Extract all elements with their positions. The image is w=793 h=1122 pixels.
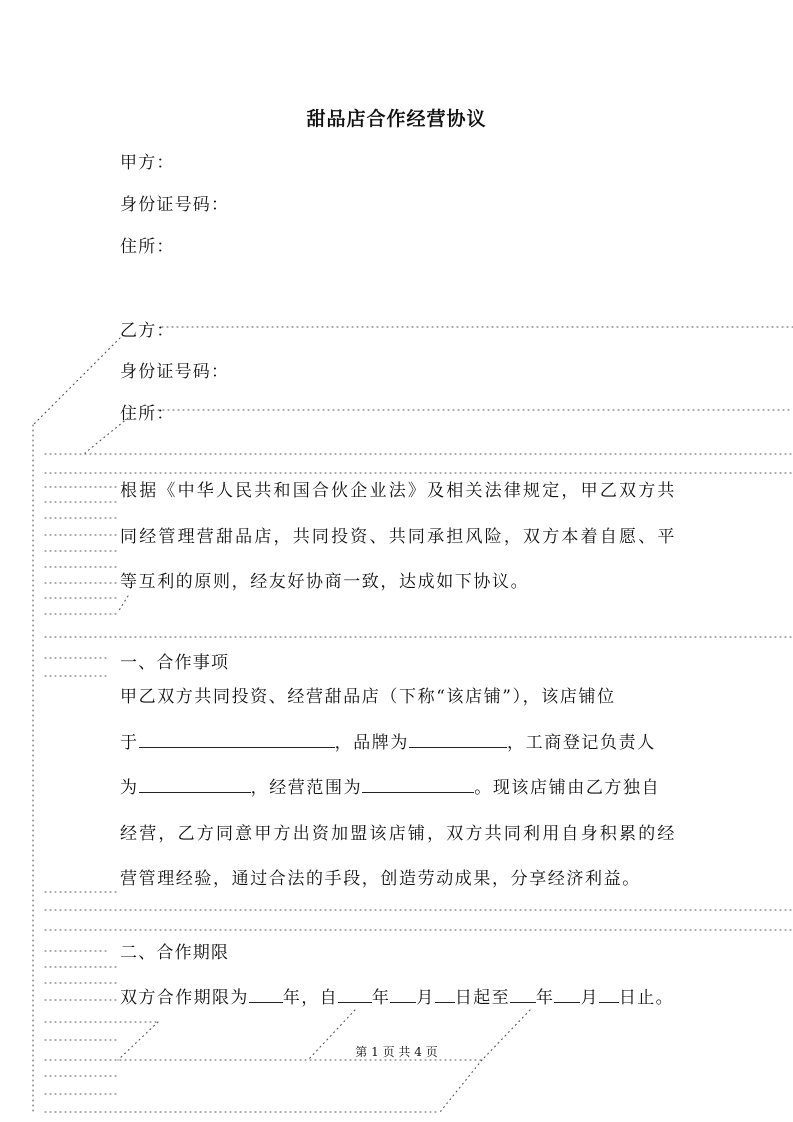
section-1-line-3 bbox=[120, 766, 676, 812]
start-month-blank bbox=[390, 985, 416, 1003]
party-b-label: 乙方： bbox=[120, 321, 175, 341]
party-b-address-label: 住所： bbox=[120, 404, 175, 424]
party-a-label: 甲方： bbox=[120, 153, 175, 173]
party-a-address-label: 住所： bbox=[120, 237, 175, 257]
party-b-id-label: 身份证号码： bbox=[120, 362, 230, 382]
start-day-blank bbox=[435, 985, 455, 1003]
text: 于 bbox=[120, 732, 139, 753]
text: 年，自 bbox=[282, 988, 339, 1008]
text: 。现该店铺由乙方独自 bbox=[474, 778, 661, 798]
section-1-heading: 一、合作事项 bbox=[120, 653, 230, 673]
section-2-term-line bbox=[120, 983, 674, 1008]
section-1-line-1: 甲乙双方共同投资、经营甜品店（下称“该店铺”），该店铺位 bbox=[120, 687, 616, 707]
section-2-heading: 二、合作期限 bbox=[120, 943, 230, 963]
text: ，品牌为 bbox=[334, 732, 410, 753]
scope-blank bbox=[362, 775, 474, 793]
text: ，经营范围为 bbox=[250, 778, 363, 798]
section-1-line-4: 经营，乙方同意甲方出资加盟该店铺，双方共同利用自身积累的经营管理经验，通过合法的手段，创造劳动成果，分享经济利益。 bbox=[120, 823, 676, 889]
text: 月 bbox=[416, 988, 435, 1008]
document-title: 甜品店合作经营协议 bbox=[306, 108, 487, 130]
brand-blank bbox=[409, 730, 507, 748]
end-day-blank bbox=[599, 985, 619, 1003]
text: 日止。 bbox=[618, 988, 675, 1008]
text: 日起至 bbox=[454, 988, 511, 1008]
section-1-line-2 bbox=[120, 721, 676, 767]
years-blank bbox=[249, 985, 283, 1003]
start-year-blank bbox=[338, 985, 372, 1003]
footer-total-pages: 4 bbox=[414, 1045, 422, 1059]
text: 为 bbox=[120, 778, 139, 798]
section-1-body bbox=[120, 675, 676, 903]
footer-suffix: 页 bbox=[425, 1045, 438, 1059]
footer-prefix: 第 bbox=[355, 1045, 368, 1059]
end-month-blank bbox=[554, 985, 580, 1003]
registrant-blank bbox=[139, 775, 251, 793]
end-year-blank bbox=[510, 985, 536, 1003]
party-a-id-label: 身份证号码： bbox=[120, 195, 230, 215]
location-blank bbox=[139, 730, 335, 748]
text: 年 bbox=[536, 988, 555, 1008]
footer-middle: 页 共 bbox=[382, 1045, 411, 1059]
text: 月 bbox=[580, 988, 599, 1008]
text: ，工商登记负责人 bbox=[507, 732, 656, 753]
page-footer bbox=[0, 1043, 793, 1060]
preamble-paragraph: 根据《中华人民共和国合伙企业法》及相关法律规定，甲乙双方共同经管理营甜品店，共同投资、共同承担风险，双方本着自愿、平等互利的原则，经友好协商一致，达成如下协议。 bbox=[120, 481, 676, 592]
text: 年 bbox=[372, 988, 391, 1008]
text: 双方合作期限为 bbox=[120, 988, 249, 1008]
footer-page-number: 1 bbox=[371, 1045, 379, 1059]
